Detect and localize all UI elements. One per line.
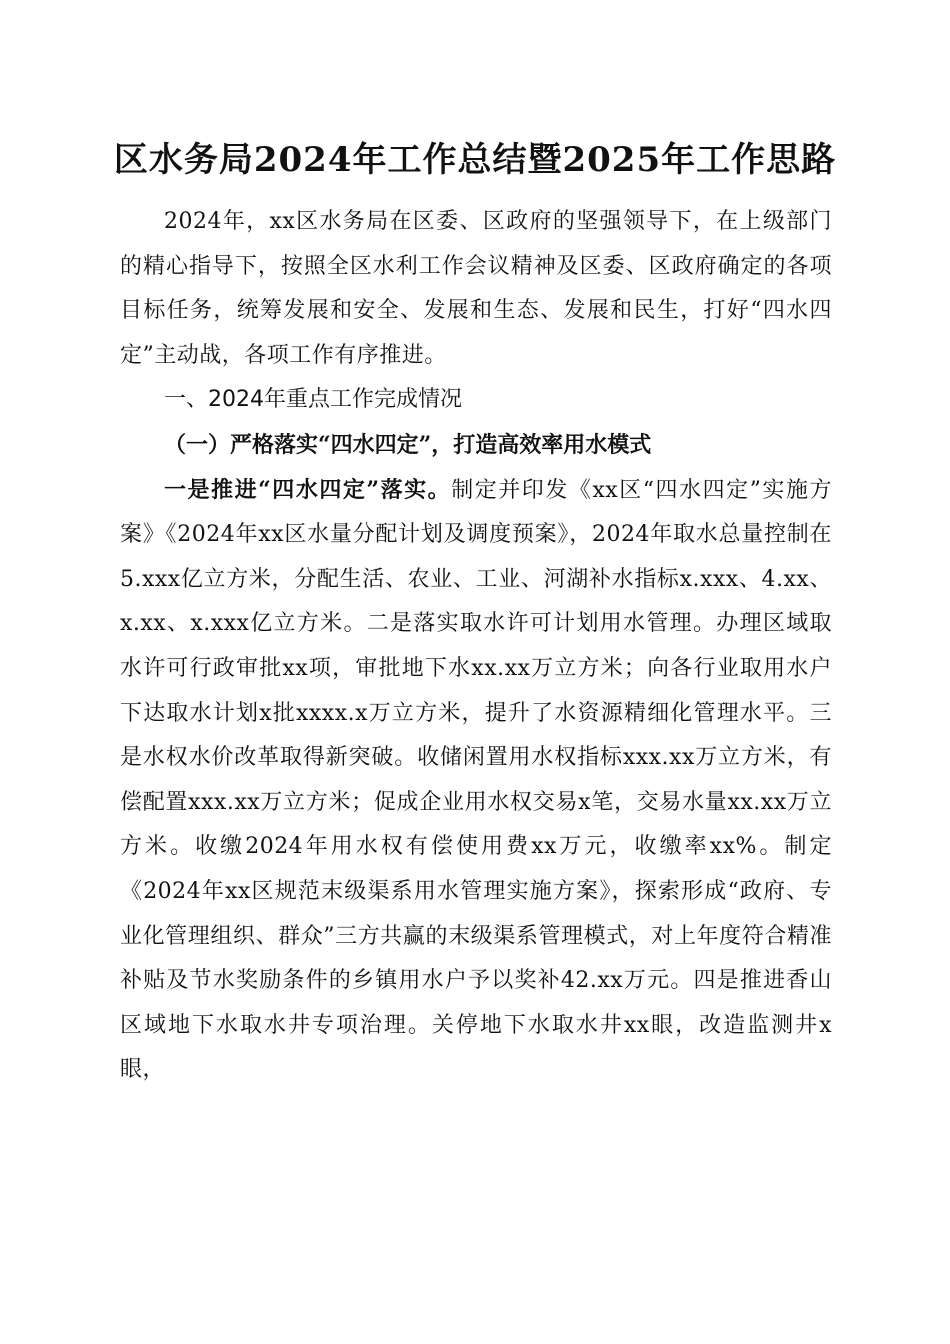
paragraph-lead: 一是推进“四水四定”落实。 — [164, 476, 452, 503]
document-body — [120, 200, 832, 1093]
intro-paragraph: 2024年，xx区水务局在区委、区政府的坚强领导下，在上级部门的精心指导下，按照全区水利工作会议精神及区委、区政府确定的各项目标任务，统筹发展和安全、发展和生态、发展和民生，打好“四水四定”主动战，各项工作有序推进。 — [120, 209, 832, 368]
section-heading: 一、2024年重点工作完成情况 — [164, 387, 462, 413]
paragraph-text: 制定并印发《xx区“四水四定”实施方案》《2024年xx区水量分配计划及调度预案》，2024年取水总量控制在5.xxx亿立方米，分配生活、农业、工业、河湖补水指标x.xxx、4.xx、x.xx、x.xxx亿立方米。二是落实取水许可计划用水管理。办理区域取水许可行政审批xx项，审批地下水xx.xx万立方米；向各行业取用水户下达取水计划x批xxxx.x万立方米，提升了水资源精细化管理水平。三是水权水价改革取得新突破。收储闲置用水权指标xxx.xx万立方米，有偿配置xxx.xx万立方米；促成企业用水权交易x笔，交易水量xx.xx万立方米。收缴2024年用水权有偿使用费xx万元，收缴率xx%。制定《2024年xx区规范末级渠系用水管理实施方案》，探索形成“政府、专业化管理组织、群众”三方共赢的末级渠系管理模式，对上年度符合精准补贴及节水奖励条件的乡镇用水户予以奖补42.xx万元。四是推进香山区域地下水取水井专项治理。关停地下水取水井xx眼，改造监测井x眼， — [120, 477, 832, 1083]
document-title: 区水务局2024年工作总结暨2025年工作思路 — [113, 140, 837, 180]
subsection-heading: （一）严格落实“四水四定”，打造高效率用水模式 — [164, 431, 652, 458]
body-paragraph — [120, 468, 832, 1093]
